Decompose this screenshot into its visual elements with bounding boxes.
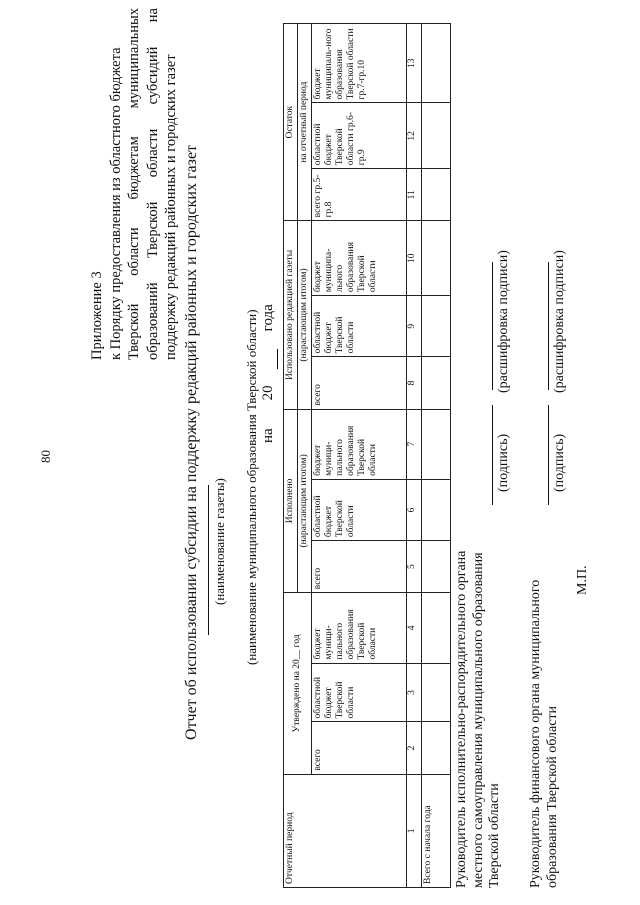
column-number: 3 — [407, 663, 422, 722]
head-title-line-1: Руководитель исполнительно-распорядительного органа — [454, 550, 469, 888]
newspaper-name-label: (наименование газеты) — [212, 478, 227, 605]
header-executed-total: всего — [312, 541, 407, 593]
total-row — [422, 24, 451, 888]
head-decoding-label: (расшифровка подписи) — [496, 250, 511, 393]
appendix-line-2: к Порядку предоставления из областного бюджета — [107, 47, 124, 360]
header-remainder-total: всего гр.5-гр.8 — [312, 169, 407, 221]
header-remainder-sub: на отчетный период — [298, 24, 312, 221]
column-number-row — [407, 24, 422, 888]
appendix-line-1: Приложение 3 — [89, 271, 105, 360]
header-used: Использовано редакцией газеты — [284, 221, 298, 409]
stamp-place: М.П. — [575, 565, 590, 595]
header-executed-sub: (нарастающим итогом) — [298, 409, 312, 593]
column-number: 12 — [407, 103, 422, 169]
table-cell — [422, 409, 451, 479]
table-cell — [422, 541, 451, 593]
finance-decoding-label: (расшифровка подписи) — [552, 250, 567, 393]
finance-signature-label: (подпись) — [552, 433, 567, 492]
appendix-line-3: Тверской области бюджетам муниципальных — [126, 8, 143, 360]
header-period: Отчетный период — [284, 774, 407, 887]
head-signature-block — [454, 551, 504, 888]
head-title-line-2: местного самоуправления муниципального образования — [470, 552, 486, 888]
header-approved: Утверждено на 20__ год — [284, 593, 312, 774]
period-year-word: года — [260, 304, 276, 332]
newspaper-name-line — [208, 485, 209, 635]
total-row-label: Всего с начала года — [422, 774, 451, 887]
appendix-header — [88, 8, 181, 360]
finance-title-line-2: образования Тверской области — [544, 705, 560, 888]
column-number: 13 — [407, 24, 422, 103]
appendix-line-4: образований Тверской области субсидий на — [144, 8, 161, 360]
report-title: Отчет об использовании субсидии на поддержку редакций районных и городских газет — [183, 144, 200, 740]
report-table — [283, 23, 451, 888]
head-title-line-3: Тверской области — [487, 783, 502, 888]
table-cell — [422, 722, 451, 774]
finance-decoding-line — [548, 262, 549, 390]
finance-signature-block — [528, 580, 561, 888]
header-approved-total: всего — [312, 722, 407, 774]
column-number: 9 — [407, 296, 422, 357]
page-number: 80 — [38, 450, 53, 463]
header-used-municipal: бюджет муниципа-льного образования Тверской области — [312, 221, 407, 296]
head-signature-line — [492, 405, 493, 505]
header-remainder-municipal: бюджет муниципаль-ного образования Тверской области гр.7-гр.10 — [312, 24, 407, 103]
header-executed-municipal: бюджет муници-пального образования Тверской области — [312, 409, 407, 479]
column-number: 6 — [407, 479, 422, 540]
municipality-label: (наименование муниципального образования Тверской области) — [244, 309, 259, 665]
period-century: 20 — [260, 385, 276, 401]
header-used-regional: областной бюджет Тверской области — [312, 296, 407, 357]
table-cell — [422, 663, 451, 722]
header-remainder: Остаток — [284, 24, 298, 221]
table-cell — [422, 593, 451, 663]
header-used-sub: (нарастающим итогом) — [298, 221, 312, 409]
period-on: на — [260, 428, 276, 443]
header-remainder-regional: областной бюджет Тверской области гр.6-гр.9 — [312, 103, 407, 169]
table-cell — [422, 24, 451, 103]
column-number: 2 — [407, 722, 422, 774]
header-used-total: всего — [312, 357, 407, 409]
head-signature-label: (подпись) — [496, 433, 511, 492]
column-number: 7 — [407, 409, 422, 479]
header-approved-municipal: бюджет муници-пального образования Тверской области — [312, 593, 407, 663]
finance-title-line-1: Руководитель финансового органа муниципального — [528, 579, 543, 888]
finance-signature-line — [548, 405, 549, 505]
period-year-blank — [260, 349, 278, 369]
head-decoding-line — [492, 262, 493, 390]
report-period — [260, 304, 278, 443]
table-cell — [422, 103, 451, 169]
column-number: 4 — [407, 593, 422, 663]
table-cell — [422, 479, 451, 540]
header-executed: Исполнено — [284, 409, 298, 593]
column-number: 11 — [407, 169, 422, 221]
table-cell — [422, 357, 451, 409]
table-cell — [422, 169, 451, 221]
column-number: 10 — [407, 221, 422, 296]
header-approved-regional: областной бюджет Тверской области — [312, 663, 407, 722]
header-executed-regional: областной бюджет Тверской области — [312, 479, 407, 540]
column-number: 5 — [407, 541, 422, 593]
table-cell — [422, 221, 451, 296]
table-cell — [422, 296, 451, 357]
appendix-line-5: поддержку редакций районных и городских газет — [163, 54, 180, 360]
column-number: 1 — [407, 774, 422, 887]
column-number: 8 — [407, 357, 422, 409]
